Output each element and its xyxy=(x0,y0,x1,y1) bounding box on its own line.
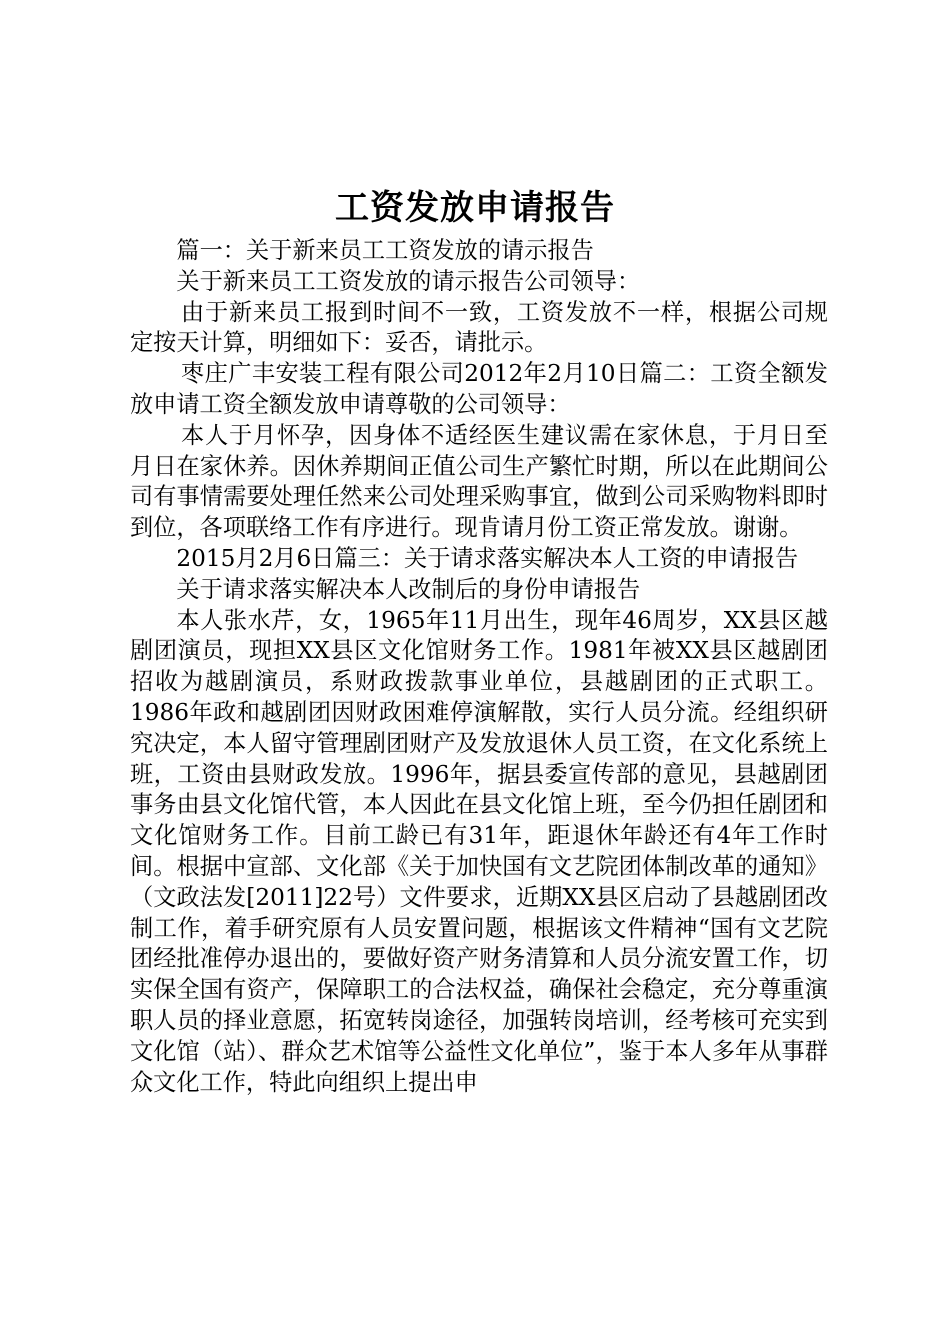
paragraph-identity-request-heading: 关于请求落实解决本人改制后的身份申请报告 xyxy=(176,575,641,603)
paragraph-section-one-heading: 篇一：关于新来员工工资发放的请示报告 xyxy=(176,237,594,264)
paragraph-company-date-section-two: 枣庄广丰安装工程有限公司2012年2月10日篇二：工资全额发放申请工资全额发放申请尊敬的公司领导： xyxy=(130,360,828,418)
paragraph-request-heading: 关于新来员工工资发放的请示报告公司领导： xyxy=(176,267,641,295)
paragraph-leave-request: 本人于月怀孕，因身体不适经医生建议需在家休息，于月日至月日在家休养。因休养期间正值公司生产繁忙时期，所以在此期间公司有事情需要处理任然来公司处理采购事宜，做到公司采购物料即时到位，各项联络工作有序进行。现肯请月份工资正常发放。谢谢。 xyxy=(130,421,828,542)
document-title: 工资发放申请报告 xyxy=(335,188,615,228)
paragraph-date-section-three: 2015月2月6日篇三：关于请求落实解决本人工资的申请报告 xyxy=(176,544,799,572)
document-body xyxy=(130,236,828,1098)
paragraph-personal-statement: 本人张水芹，女，1965年11月出生，现年46周岁，XX县区越剧团演员，现担XX县区文化馆财务工作。1981年被XX县区越剧团招收为越剧演员，系财政拨款事业单位，县越剧团的正式职工。1986年政和越剧团因财政困难停演解散，实行人员分流。经组织研究决定，本人留守管理剧团财产及发放退休人员工资，在文化系统上班，工资由县财政发放。1996年，据县委宣传部的意见，县越剧团事务由县文化馆代管，本人因此在县文化馆上班，至今仍担任剧团和文化馆财务工作。目前工龄已有31年，距退休年龄还有4年工作时间。根据中宣部、文化部《关于加快国有文艺院团体制改革的通知》（文政法发[2011]22号）文件要求，近期XX县区启动了县越剧团改制工作，着手研究原有人员安置问题，根据该文件精神“国有文艺院团经批准停办退出的，要做好资产财务清算和人员分流安置工作，切实保全国有资产，保障职工的合法权益，确保社会稳定，充分尊重演职人员的择业意愿，拓宽转岗途径，加强转岗培训，经考核可充实到文化馆（站）、群众艺术馆等公益性文化单位”，鉴于本人多年从事群众文化工作，特此向组织上提出申 xyxy=(130,606,828,1096)
paragraph-request-body: 由于新来员工报到时间不一致，工资发放不一样，根据公司规定按天计算，明细如下：妥否，请批示。 xyxy=(130,298,828,357)
